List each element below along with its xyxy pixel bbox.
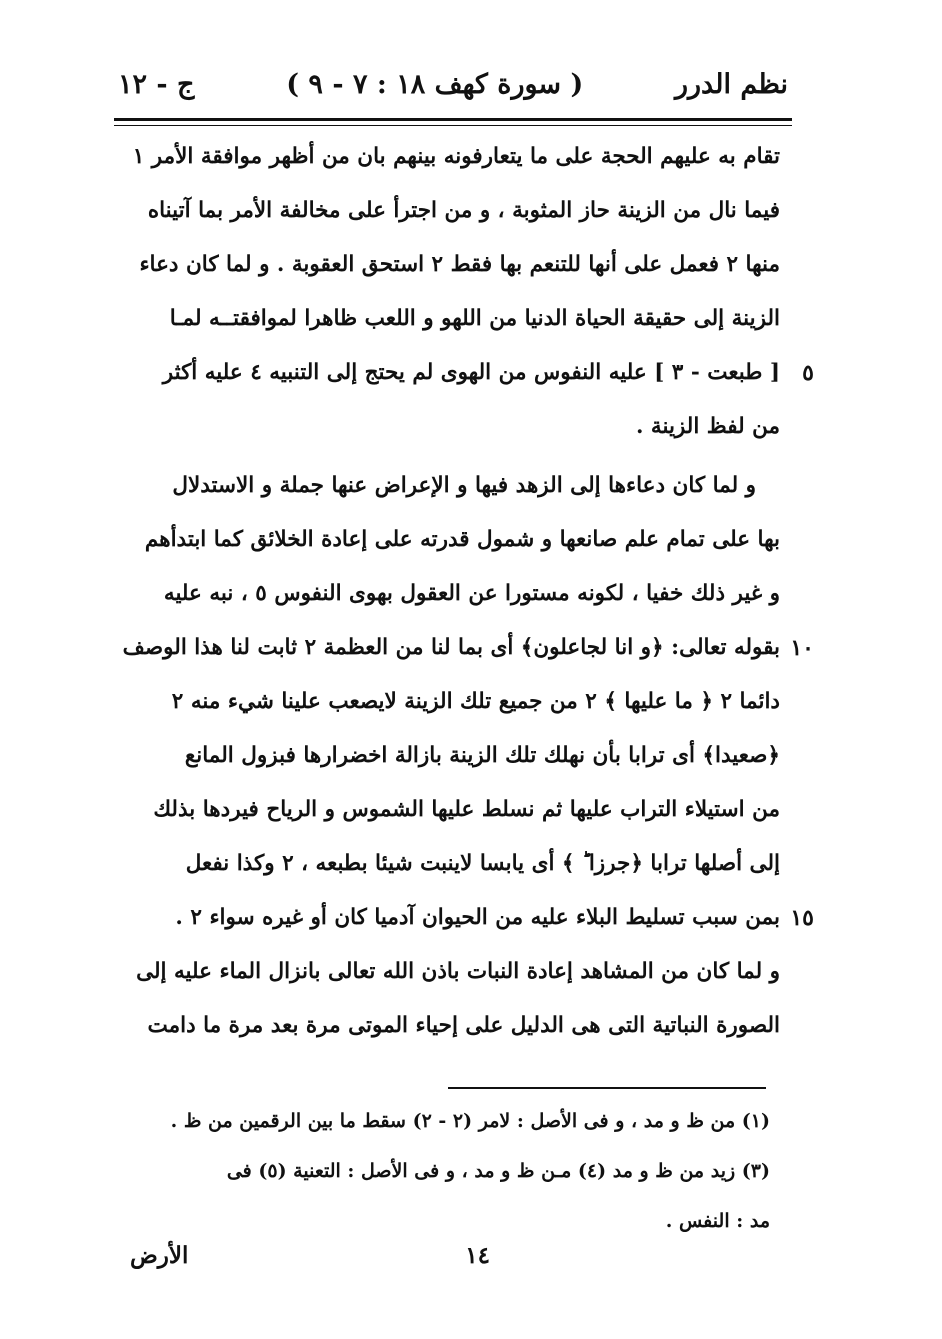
text-line — [100, 675, 800, 729]
line-text: الصورة النباتية التى هى الدليل على إحياء الموتى مرة بعد مرة ما دامت — [147, 1013, 780, 1038]
header-rule-thin — [114, 125, 792, 126]
line-text: بقوله تعالى: ﴿و انا لجاعلون﴾ أى بما لنا من العظمة ٢ ثابت لنا هذا الوصف — [122, 635, 780, 660]
volume-number: ج - ١٢ — [118, 68, 195, 100]
text-line — [100, 184, 800, 238]
footnote-line: مد : النفس . — [665, 1210, 770, 1232]
text-line — [100, 567, 800, 621]
text-line — [100, 783, 800, 837]
line-text: بمن سبب تسليط البلاء عليه من الحيوان آدميا كان أو غيره سواء ٢ . — [175, 905, 780, 930]
line-text: الزينة إلى حقيقة الحياة الدنيا من اللهو و اللعب ظاهرا لموافقتــه لمـا — [169, 306, 780, 331]
footnote-line: (١) من ظ و مد ، و فى الأصل : لامر (٢ - ٢) سقط ما بين الرقمين من ظ . — [170, 1110, 770, 1132]
text-line — [100, 459, 800, 513]
book-title: نظم الدرر — [674, 68, 788, 100]
surah-reference: ( سورة كهف ١٨ : ٧ - ٩ ) — [286, 68, 584, 100]
line-text: تقام به عليهم الحجة على ما يتعارفونه بينهم بان من أظهر موافقة الأمر ١ — [132, 144, 780, 169]
page-footer — [130, 1230, 490, 1280]
text-line — [100, 346, 814, 400]
text-line — [100, 513, 800, 567]
text-line — [100, 400, 800, 454]
running-header — [118, 58, 788, 110]
text-line — [100, 999, 800, 1053]
line-text: و لما كان دعاءها إلى الزهد فيها و الإعراض عنها جملة و الاستدلال — [172, 473, 756, 498]
text-line — [100, 837, 800, 891]
footnote-line: (٣) زيد من ظ و مد (٤) مـن ظ و مد ، و فى الأصل : التعنية (٥) فى — [226, 1160, 770, 1182]
line-text: من لفظ الزينة . — [635, 414, 780, 439]
line-text: ﴿صعيدا﴾ أى ترابا بأن نهلك تلك الزينة بازالة اخضرارها فبزول المانع — [184, 743, 780, 768]
line-text: من استيلاء التراب عليها ثم نسلط عليها الشموس و الرياح فيردها بذلك — [153, 797, 780, 822]
page-number: ١٤ — [465, 1241, 490, 1269]
footnotes — [100, 1096, 780, 1246]
text-line — [100, 891, 814, 945]
line-text: بها على تمام علم صانعها و شمول قدرته على إعادة الخلائق كما ابتدأهم — [144, 527, 780, 552]
line-text: فيما نال من الزينة حاز المثوبة ، و من اجترأ على مخالفة الأمر بما آتيناه — [147, 198, 780, 223]
footnote-separator — [448, 1087, 766, 1089]
line-text: دائما ٢ ﴿ ما عليها ﴾ ٢ من جميع تلك الزينة لايصعب علينا شيء منه ٢ — [171, 689, 780, 714]
line-text: [ طبعت - ٣ ] عليه النفوس من الهوى لم يحتج إلى التنبيه ٤ عليه أكثر — [162, 360, 780, 385]
line-text: و غير ذلك خفيا ، لكونه مستورا عن العقول بهوى النفوس ٥ ، نبه عليه — [163, 581, 780, 606]
text-line — [100, 238, 800, 292]
main-text — [100, 130, 814, 1053]
catchword: الأرض — [130, 1241, 189, 1269]
text-line — [100, 945, 800, 999]
line-text: و لما كان من المشاهد إعادة النبات باذن الله تعالى بانزال الماء عليه إلى — [136, 959, 780, 984]
line-number: ٥ — [802, 360, 814, 386]
text-line — [100, 292, 800, 346]
line-text: إلى أصلها ترابا ﴿جرزا ؕ ﴾ أى يابسا لاينبت شيئا بطبعه ، ٢ وكذا نفعل — [185, 851, 780, 876]
text-line — [100, 621, 814, 675]
text-line — [100, 729, 800, 783]
line-text: منها ٢ فعمل على أنها للتنعم بها فقط ٢ استحق العقوبة . و لما كان دعاء — [139, 252, 780, 277]
text-line — [100, 130, 800, 184]
header-rule-thick — [114, 118, 792, 121]
line-number: ١٥ — [790, 905, 814, 931]
line-number: ١٠ — [790, 635, 814, 661]
